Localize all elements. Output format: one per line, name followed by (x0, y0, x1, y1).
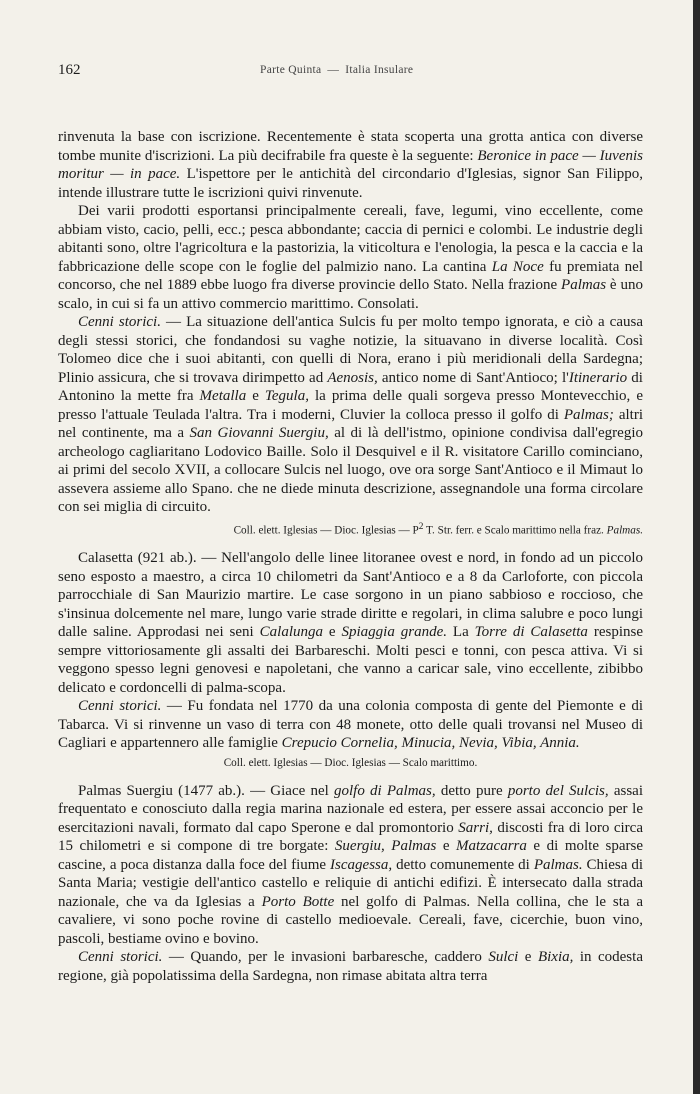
text: detto pure (435, 782, 508, 799)
record-line-sant-antioco (58, 520, 643, 538)
section-label: Cenni storici. (78, 698, 162, 715)
italic-term: Suergiu, Palmas (334, 838, 437, 855)
running-title-part: Parte Quinta (260, 64, 322, 76)
italic-term: Crepucio Cornelia, Minucia, Nevia, Vibia, Annia. (281, 735, 580, 752)
text: antico nome di Sant'Antioco; l' (377, 369, 569, 386)
record-line-calasetta: Coll. elett. Iglesias — Dioc. Iglesias — Scalo marittimo. (223, 756, 478, 769)
superscript: 2 (418, 521, 424, 532)
italic-term: Metalla (199, 388, 247, 404)
text: e (518, 949, 538, 966)
text: Chiesa di Santa Maria; vestigie dell'antico castello e reliquie di antichi edifizi. È intersecato dalla strada nazionale, che va da Iglesias a (58, 856, 643, 910)
italic-term: Itinerario (568, 369, 628, 386)
italic-term: Sarri, (458, 819, 493, 836)
italic-term: Iscagessa, (330, 856, 393, 873)
text: — Fu fondata nel 1770 da una colonia composta di gente del Piemonte e di Tabarca. Vi si rinvenne un vaso di terra con 48 monete, otto delle quali trovansi nel Museo di Cagliari e appartennero alle famiglie (58, 698, 643, 752)
italic-term: Aenosis, (327, 369, 378, 386)
text: altri nel continente, ma a (58, 406, 644, 441)
paragraph-inscription (58, 128, 643, 202)
italic-term: La Noce (491, 258, 544, 275)
text: Palmas Suergiu (1477 ab.). — Giace nel (78, 782, 334, 799)
italic-term: porto del Sulcis, (507, 782, 609, 799)
text: al di là dell'istmo, opinione condivisa dall'egregio archeologo cagliaritano Lodovico Baille. Solo il Desquivel e il R. visitatore Carillo cominciano, ai primi del secolo XVII, a collocare Sulcis nel luogo, ove ora sorge Sant'Antioco e il Mimaut lo assevera assieme allo Spano. che ne diede minuta descrizione, assegnandole una forma circolare con sei miglia di circuito. (58, 425, 643, 515)
italic-term: Bixia, (537, 949, 574, 966)
text: e (322, 624, 342, 641)
text: respinse sempre vittoriosamente gli assalti dei Barbareschi. Molti pesci e tonni, con pesca attiva. Vi si veggono spesso legni genovesi e napoletani, che vanno a caricar sale, vino eccellente, zibibbo delicato e cordoncelli di palma-scopa. (58, 624, 643, 696)
italic-term: Sulci (488, 949, 519, 966)
italic-term: Palmas. (606, 524, 643, 537)
italic-term: Matzacarra (456, 838, 527, 855)
text: Dei varii prodotti esportansi principalmente cereali, fave, legumi, vino eccellente, come abbiam visto, cacio, pelli, ecc.; pesca abbondante; caccia di pernici e colombi. Le industrie degli abitanti sono, oltre l'agricoltura e la pastorizia, la viticoltura e l'enologia, la pesca e la caccia e la fabbricazione delle scope con le foglie del palmizio nano. La cantina (58, 203, 643, 275)
section-label: Cenni storici. (78, 314, 161, 330)
inscription-text: Beronice in pace — Iuvenis moritur — in pace. (58, 147, 643, 182)
page-number: 162 (58, 62, 81, 78)
text: fu premiata nel concorso, che nel 1889 ebbe luogo fra diverse provincie dello Stato. Nella frazione (58, 258, 644, 293)
text: Calasetta (921 ab.). — Nell'angolo delle linee litoranee ovest e nord, in fondo ad un piccolo seno esposto a maestro, a circa 10 chilometri da Sant'Antioco e a 8 da Carloforte, con piccola parrocchiale di San Maurizio martire. Le case sorgono in un piano sabbioso e roccioso, che s'insinua dolcemente nel mare, lungo varie strade diritte e regolari, in clima salubre e poco lungi dalle saline. Approdasi nei seni (58, 550, 643, 641)
scan-edge (693, 0, 700, 1094)
text: in codesta regione, già popolatissima della Sardegna, non rimase abitata altra terra (58, 949, 643, 984)
running-title-separator: — (327, 64, 340, 76)
text: — La situazione dell'antica Sulcis fu per molto tempo ignorata, e ciò a causa degli stessi storici, che fondandosi su vaghe notizie, la situavano in diverse località. Così Tolomeo dice che i suoi abitanti, con quelli di Nora, erano i più meridionali della Sardegna; Plinio assicura, che si trovava dirimpetto ad (58, 314, 643, 386)
italic-term: Torre di Calasetta (474, 624, 588, 641)
text: L'ispettore per le antichità del circondario d'Iglesias, signor San Filippo, intende illustrare tutte le iscrizioni quivi rinvenute. (58, 166, 643, 201)
text: la prima delle quali sorgeva presso Montevecchio, e presso l'attuale Teulada l'altra. Tra i moderni, Cluvier la colloca presso il golfo di (58, 388, 643, 423)
paragraph-cenni-storici-palmas (58, 948, 643, 985)
text: detto comunemente di (392, 856, 534, 873)
running-title (260, 64, 413, 76)
italic-term: Tegula, (264, 388, 309, 404)
text: assai frequentato e conosciuto dalla regia marina nazionale ed estera, per essere assai acconcio per le esercitazioni navali, formato dal capo Sperone e dal promontorio (58, 782, 643, 836)
paragraph-products (58, 202, 643, 313)
italic-term: Palmas; (563, 406, 614, 423)
text: T. Str. ferr. e Scalo marittimo nella fraz. (423, 524, 607, 537)
italic-term: Calalunga (259, 624, 323, 641)
running-header (58, 62, 643, 84)
text: La (446, 624, 475, 641)
italic-term: golfo di Palmas, (333, 782, 436, 799)
italic-term: Spiaggia grande. (341, 624, 447, 641)
italic-term: Palmas. (533, 856, 583, 873)
page (58, 62, 643, 985)
paragraph-calasetta (58, 549, 643, 697)
italic-term: San Giovanni Suergiu, (189, 425, 329, 441)
italic-term: Palmas (561, 277, 607, 293)
italic-term: Porto Botte (261, 893, 335, 910)
paragraph-cenni-storici-calasetta (58, 697, 643, 753)
section-label: Cenni storici. (78, 949, 163, 966)
text: è uno scalo, in cui si fa un attivo commercio marittimo. Consolati. (58, 277, 643, 312)
page-body (58, 128, 643, 985)
running-title-section: Italia Insulare (345, 64, 414, 76)
text: e (246, 388, 265, 404)
text: di Antonino la mette fra (58, 369, 643, 404)
text: Coll. elett. Iglesias — Dioc. Iglesias — P (233, 524, 419, 537)
paragraph-cenni-storici-sulcis (58, 313, 643, 517)
text: discosti fra di loro circa 15 chilometri e si compone di tre borgate: (58, 819, 643, 855)
text: nel golfo di Palmas. Nella collina, che le sta a cavaliere, vi sono poche rovine di castello medioevale. Cereali, fave, cicerchie, buon vino, pascoli, bestiame ovino e bovino. (58, 893, 643, 947)
paragraph-palmas-suergiu (58, 782, 643, 949)
text: rinvenuta la base con iscrizione. Recentemente è stata scoperta una grotta antica con diverse tombe munite d'iscrizioni. La più decifrabile fra queste è la seguente: (58, 129, 643, 164)
text: — Quando, per le invasioni barbaresche, caddero (162, 949, 489, 966)
text: e (436, 838, 457, 855)
text: e di molte sparse cascine, a poca distanza dalla foce del fiume (58, 838, 643, 873)
